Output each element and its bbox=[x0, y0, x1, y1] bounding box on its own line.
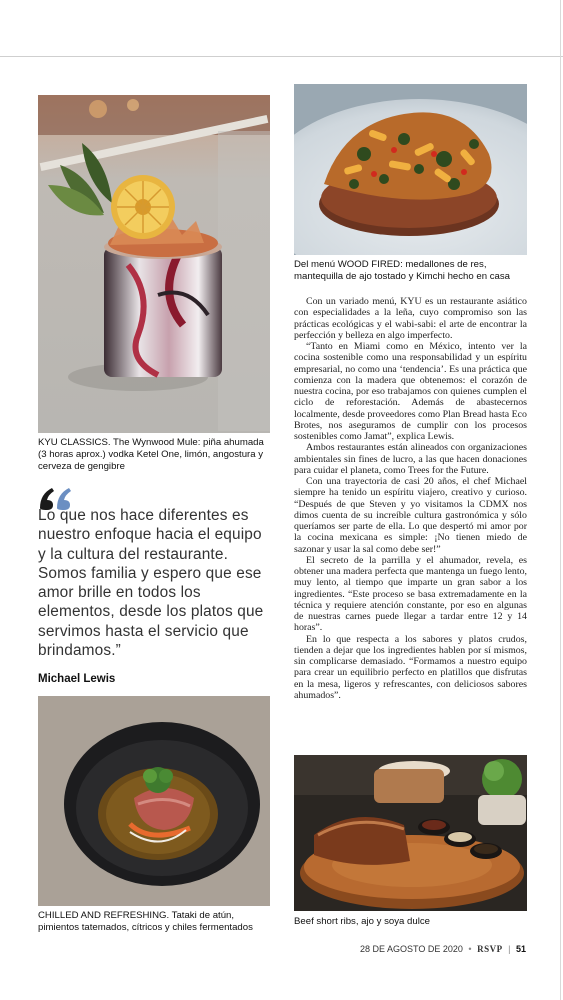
pull-quote: Lo que nos hace diferentes es nuestro enfoque hacia el equipo y la cultura del restaurante. Somos familia y espero que ese amor brille en todos los elementos, desde los platos que servimos hasta el servicio que brindamos.” bbox=[38, 507, 264, 660]
cocktail-photo bbox=[38, 95, 270, 433]
ribs-photo bbox=[294, 755, 527, 911]
steak-caption-title: Del menú WOOD FIRED: bbox=[294, 259, 403, 270]
page-gutter-line bbox=[560, 0, 561, 1000]
top-rule bbox=[0, 56, 563, 57]
footer-brand: RSVP bbox=[477, 944, 503, 954]
steak-caption-text: medallones de res, mantequilla de ajo tostado y Kimchi hecho en casa bbox=[294, 259, 510, 282]
steak-caption bbox=[294, 259, 527, 283]
article-paragraph: En lo que respecta a los sabores y platos crudos, tienden a dejar que los ingredientes hablen por sí mismos, sin complicarse demasiado. “Formamos a nuestro equipo para crear un equilibrio perfecto en platillos que disfrutas en la mesa, ligeros y refrescantes, con deliciosos sabores ahumados”. bbox=[294, 633, 527, 701]
cocktail-caption-text: The Wynwood Mule: piña ahumada (3 horas aprox.) vodka Ketel One, limón, angostura y cerveza de gengibre bbox=[38, 437, 264, 472]
article-paragraph: Con un variado menú, KYU es un restaurante asiático con especialidades a la leña, cuyo compromiso son las prácticas ecológicas y el wabi-sabi: el arte de encontrar la perfección y belleza en algo imperfecto. bbox=[294, 296, 527, 341]
cocktail-caption-title: KYU CLASSICS. bbox=[38, 437, 111, 448]
article-paragraph: Ambos restaurantes están alineados con organizaciones ambientales sin fines de lucro, a las que hacen donaciones para cuidar el planeta, como Trees for the Future. bbox=[294, 442, 527, 476]
tuna-caption bbox=[38, 910, 270, 934]
cocktail-caption bbox=[38, 437, 270, 473]
tuna-photo bbox=[38, 696, 270, 906]
page-number: 51 bbox=[515, 944, 526, 954]
ribs-caption: Beef short ribs, ajo y soya dulce bbox=[294, 916, 430, 927]
article-paragraph: “Tanto en Miami como en México, intento ver la cocina sostenible como una responsabilidad y un espíritu empresarial, no como una ‘tendencia’. Es una práctica que comienza con la madera que obtenemos: el corazón de nuestra cocina, por eso trabajamos con quienes cumplen el ciclo de reforestación. Además de abastecernos localmente, desde proveedores como Plan Bread hasta Eco Brotes, nos aseguramos de cumplir con los procesos sostenibles como Jamat”, explica Lewis. bbox=[294, 341, 527, 442]
tuna-caption-title: CHILLED AND REFRESHING. bbox=[38, 910, 170, 921]
footer-separator: • bbox=[468, 944, 472, 954]
page-footer bbox=[330, 944, 526, 954]
tuna-caption-text: Tataki de atún, pimientos tatemados, cítricos y chiles fermentados bbox=[38, 910, 253, 933]
article-paragraph: Con una trayectoria de casi 20 años, el chef Michael siempre ha tenido un espíritu viajero, creativo y curioso. “Después de que Steven y yo visitamos la CDMX nos dimos cuenta de su increíble cultura gastronómica y sólo queríamos ser parte de ella. Lo que despertó mi amor por la cocina mexicana es simple: ¡No tienen miedo de sazonar y usar la sal como debe ser!” bbox=[294, 476, 527, 555]
footer-date: 28 DE AGOSTO DE 2020 bbox=[360, 944, 463, 954]
quote-author: Michael Lewis bbox=[38, 673, 116, 685]
article-body bbox=[294, 296, 527, 701]
steak-photo bbox=[294, 84, 527, 255]
footer-bar: | bbox=[508, 944, 511, 954]
article-paragraph: El secreto de la parrilla y el ahumador, revela, es obtener una madera perfecta que mantenga un fuego lento, muy lento, al tiempo que imparte un gran sabor a los ingredientes. “Este proceso se basa extremadamente en la técnica y requiere atención constante, por eso en algunas de nuestras carnes puede llegar a tardar entre 12 y 14 horas”. bbox=[294, 554, 527, 634]
